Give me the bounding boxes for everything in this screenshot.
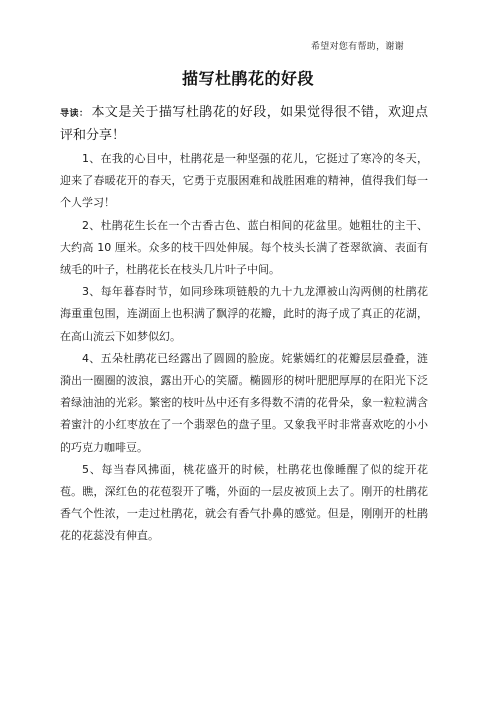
intro-text: 本文是关于描写杜鹃花的好段，如果觉得很不错，欢迎点评和分享！ [60,105,428,143]
intro-label: 导读： [60,109,89,119]
document-body [60,102,428,548]
page-title: 描写杜鹃花的好段 [181,69,314,88]
paragraph-1: 1、在我的心目中，杜鹃花是一种坚强的花儿，它挺过了寒冷的冬天，迎来了春暖花开的春天，它勇于克服困难和战胜困难的精神，值得我们每一个人学习！ [60,152,428,210]
paragraph-3: 3、每年暮春时节，如同珍珠项链般的九十九龙潭被山沟两侧的杜鹃花海重重包围，连湖面上也积满了飘浮的花瓣，此时的海子成了真正的花湖，在高山流云下如梦似幻。 [60,285,428,343]
header-note: 希望对您有帮助，谢谢 [310,42,404,52]
paragraph-2: 2、杜鹃花生长在一个古香古色、蓝白相间的花盆里。她粗壮的主干、大约高 10 厘米。众多的枝干四处伸展。每个枝头长满了苍翠欲滴、表面有绒毛的叶子，杜鹃花长在枝头几片叶子中间。 [60,218,428,277]
intro-paragraph [60,102,428,147]
paragraph-4: 4、五朵杜鹃花已经露出了圆圆的脸庞。姹紫嫣红的花瓣层层叠叠，涟漪出一圈圈的波浪，露出开心的笑靥。椭圆形的树叶肥肥厚厚的在阳光下泛着绿油油的光彩。繁密的枝叶丛中还有多得数不清的花骨朵，象一粒粒满含着蜜汁的小红枣放在了一个翡翠色的盘子里。又象我平时非常喜欢吃的小小的巧克力咖啡豆。 [60,351,428,454]
paragraph-5: 5、每当春风拂面，桃花盛开的时候，杜鹃花也像睡醒了似的绽开花苞。瞧，深红色的花苞裂开了嘴，外面的一层皮被顶上去了。刚开的杜鹃花香气个性浓，一走过杜鹃花，就会有香气扑鼻的感觉。但是，刚刚开的杜鹃花的花蕊没有伸直。 [60,462,428,543]
